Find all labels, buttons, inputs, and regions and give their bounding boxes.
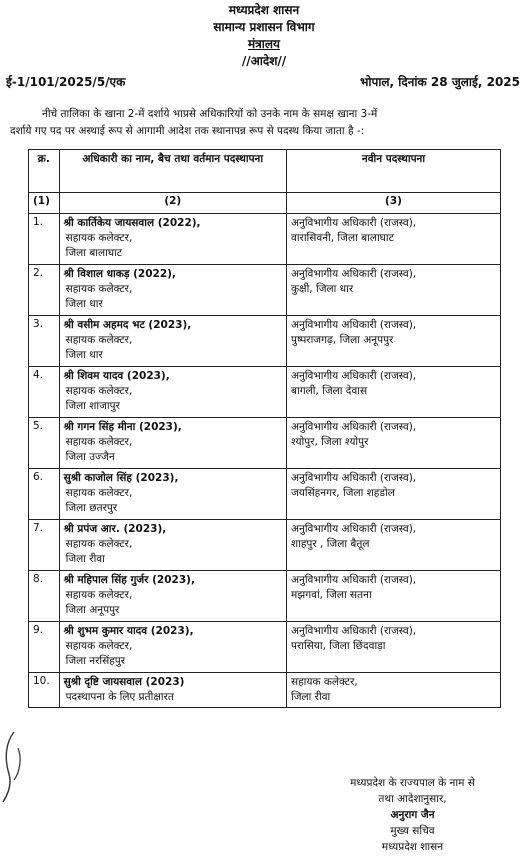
current-post: सहायक कलेक्टर, [65,334,133,346]
row-serial: 9. [29,622,60,673]
new-posting-cell [286,520,500,571]
current-post: सहायक कलेक्टर, [65,538,133,550]
new-posting-cell [286,265,500,316]
row-serial: 2. [29,265,60,316]
current-district: जिला अनूपपुर [65,604,120,616]
order-number: ई-1/101/2025/5/एक [6,75,126,89]
order-title: //आदेश// [241,54,287,68]
current-district: जिला उज्जैन [65,451,115,463]
posting-table [28,149,501,708]
officer-name: श्री कार्तिकेय जायसवाल (2022), [63,217,201,229]
new-post: अनुविभागीय अधिकारी (राजस्व), [290,370,417,382]
intro-line-1: नीचे तालिका के खाना 2-में दर्शाये भाप्रसे अधिकारियों को उनके नाम के समक्ष खाना 3-में [42,108,378,120]
current-post: सहायक कलेक्टर, [65,640,133,652]
officer-name: श्री गगन सिंह मीना (2023), [63,421,182,433]
current-district: जिला शाजापुर [65,400,120,412]
col-number-1: (1) [29,193,60,214]
new-posting-cell [286,622,500,673]
officer-name: श्री शुभम कुमार यादव (2023), [63,625,194,637]
new-location: पुष्पराजगढ़, जिला अनूपपुर [290,334,394,346]
row-serial: 7. [29,520,60,571]
officer-name: सुश्री काजोल सिंह (2023), [63,472,179,484]
current-district: जिला नरसिंहपुर [65,655,126,667]
new-post: अनुविभागीय अधिकारी (राजस्व), [290,472,417,484]
table-row [29,367,501,418]
row-serial: 10. [29,673,60,708]
header-serial: क्र. [29,150,60,193]
table-row [29,673,501,708]
new-posting-cell [286,418,500,469]
new-posting-cell [286,673,500,708]
new-location: वारासिवनी, जिला बालाघाट [290,232,394,244]
officer-cell [59,469,286,520]
officer-name: श्री शिवम यादव (2023), [63,370,170,382]
document-header [0,2,528,70]
officer-cell [59,265,286,316]
new-post: अनुविभागीय अधिकारी (राजस्व), [290,319,417,331]
officer-cell [59,571,286,622]
new-post: अनुविभागीय अधिकारी (राजस्व), [290,574,417,586]
col-number-3: (3) [286,193,500,214]
new-location: मझगवां, जिला सतना [290,589,372,601]
current-post: सहायक कलेक्टर, [65,283,133,295]
signature-block [300,775,525,855]
new-posting-cell [286,469,500,520]
officer-cell [59,214,286,265]
officer-cell [59,367,286,418]
intro-paragraph [10,106,522,140]
row-serial: 6. [29,469,60,520]
new-post: अनुविभागीय अधिकारी (राजस्व), [290,421,417,433]
table-row [29,316,501,367]
table-row [29,418,501,469]
col-number-2: (2) [59,193,286,214]
officer-name: श्री महिपाल सिंह गुर्जर (2023), [63,574,195,586]
officer-name: श्री प्रपंज आर. (2023), [63,523,167,535]
new-location: जिला रीवा [290,691,331,703]
new-post: अनुविभागीय अधिकारी (राजस्व), [290,523,417,535]
table-row [29,214,501,265]
new-location: श्योपुर, जिला श्योपुर [290,436,369,448]
new-posting-cell [286,367,500,418]
new-location: बागली, जिला देवास [290,385,368,397]
intro-line-2: दर्शाये गए पद पर अस्थाई रूप से आगामी आदेश तक स्थानापन्न रूप से पदस्थ किया जाता है -: [10,125,365,137]
officer-name: श्री वसीम अहमद भट (2023), [63,319,192,331]
current-district: जिला धार [65,349,103,361]
table-row [29,571,501,622]
current-district: जिला धार [65,298,103,310]
new-post: अनुविभागीय अधिकारी (राजस्व), [290,625,417,637]
current-post: सहायक कलेक्टर, [65,436,133,448]
current-post: पदस्थापना के लिए प्रतीक्षारत [65,691,174,703]
ministry-name: मंत्रालय [247,37,280,51]
department-name: सामान्य प्रशासन विभाग [213,20,315,34]
officer-cell [59,673,286,708]
margin-scribble [0,728,26,808]
current-district: जिला रीवा [65,553,105,565]
officer-cell [59,418,286,469]
current-district: जिला छतरपुर [65,502,118,514]
table-row [29,265,501,316]
current-post: सहायक कलेक्टर, [65,232,133,244]
row-serial: 4. [29,367,60,418]
new-post: अनुविभागीय अधिकारी (राजस्व), [290,217,417,229]
signoff-line-2: तथा आदेशानुसार, [378,793,447,805]
current-post: सहायक कलेक्टर, [65,589,133,601]
table-row [29,469,501,520]
officer-name: श्री विशाल धाकड़ (2022), [63,268,176,280]
row-serial: 8. [29,571,60,622]
officer-cell [59,520,286,571]
header-new-posting: नवीन पदस्थापना [286,150,500,193]
officer-cell [59,316,286,367]
signoff-line-1: मध्यप्रदेश के राज्यपाल के नाम से [350,777,475,789]
place-date: भोपाल, दिनांक 28 जुलाई, 2025 [359,75,520,89]
new-location: जयसिंहनगर, जिला शहडोल [290,487,395,499]
signatory-name: अनुराग जैन [390,809,435,821]
new-location: परासिया, जिला छिंदवाड़ा [290,640,386,652]
table-row [29,622,501,673]
row-serial: 5. [29,418,60,469]
current-district: जिला बालाघाट [65,247,123,259]
row-serial: 1. [29,214,60,265]
current-post: सहायक कलेक्टर, [65,487,133,499]
state-government: मध्यप्रदेश शासन [228,3,300,17]
table-row [29,520,501,571]
officer-cell [59,622,286,673]
new-post: सहायक कलेक्टर, [290,676,358,688]
new-post: अनुविभागीय अधिकारी (राजस्व), [290,268,417,280]
row-serial: 3. [29,316,60,367]
current-post: सहायक कलेक्टर, [65,385,133,397]
signatory-designation: मुख्य सचिव [390,825,435,837]
header-officer: अधिकारी का नाम, बैच तथा वर्तमान पदस्थापना [59,150,286,193]
new-posting-cell [286,571,500,622]
new-location: शाहपुर , जिला बैतूल [290,538,370,550]
signatory-org: मध्यप्रदेश शासन [381,841,444,853]
new-location: कुक्षी, जिला धार [290,283,354,295]
officer-name: सुश्री दृष्टि जायसवाल (2023) [63,676,185,688]
new-posting-cell [286,316,500,367]
new-posting-cell [286,214,500,265]
